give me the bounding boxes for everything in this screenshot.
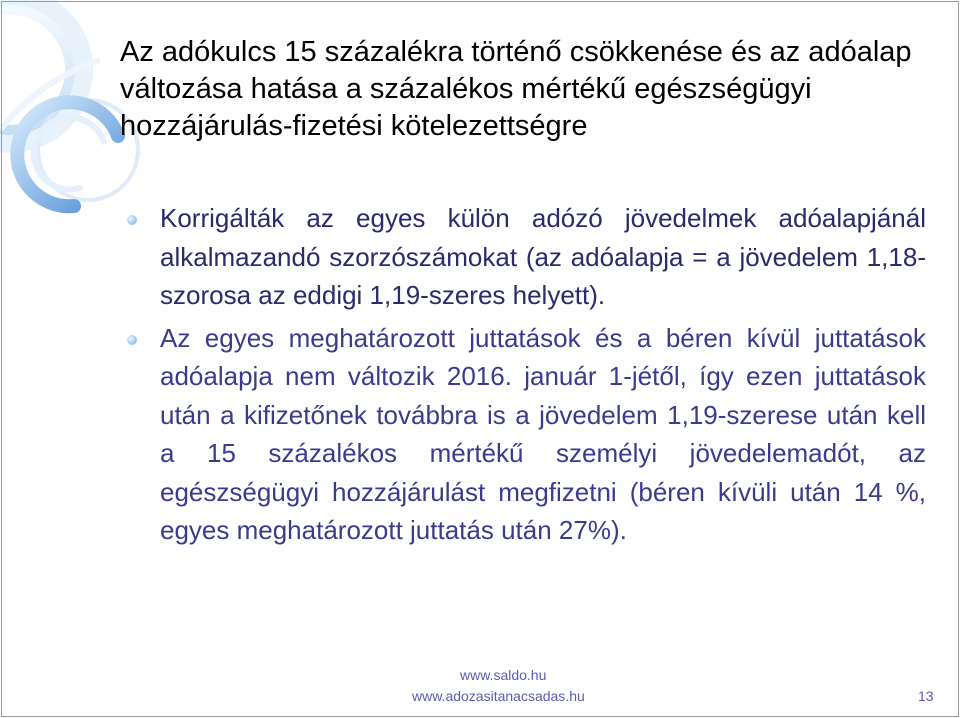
bullet-item — [160, 199, 926, 315]
bullet-item — [160, 319, 926, 550]
footer-link-saldo[interactable]: www.saldo.hu — [460, 667, 547, 683]
page-number: 13 — [918, 688, 934, 704]
bullet-list — [160, 199, 926, 554]
bullet-dot-icon — [127, 215, 137, 225]
slide-title: Az adókulcs 15 százalékra történő csökkenése és az adóalap változása hatása a százalékos mértékű egészségügyi hozzájárulás-fizetési kötelezettségre — [120, 36, 912, 142]
decorative-swirl-icon — [0, 0, 140, 260]
bullet-dot-icon — [127, 335, 137, 345]
bullet-text: Az egyes meghatározott juttatások és a béren kívül juttatások adóalapja nem változik 2016. január 1-jétől, így ezen juttatások után a kifizetőnek továbbra is a jövedelem 1,19-szerese után kell a 15 százalékos mértékű személyi jövedelemadót, az egészségügyi hozzájárulást megfizetni (béren kívüli után 14 %, egyes meghatározott juttatás után 27%). — [160, 322, 926, 545]
bullet-text: Korrigálták az egyes külön adózó jövedelmek adóalapjánál alkalmazandó szorzószámokat (az adóalapja = a jövedelem 1,18-szorosa az eddigi 1,19-szeres helyett). — [160, 203, 926, 310]
footer-link-adozasitanacsadas[interactable]: www.adozasitanacsadas.hu — [412, 688, 585, 704]
